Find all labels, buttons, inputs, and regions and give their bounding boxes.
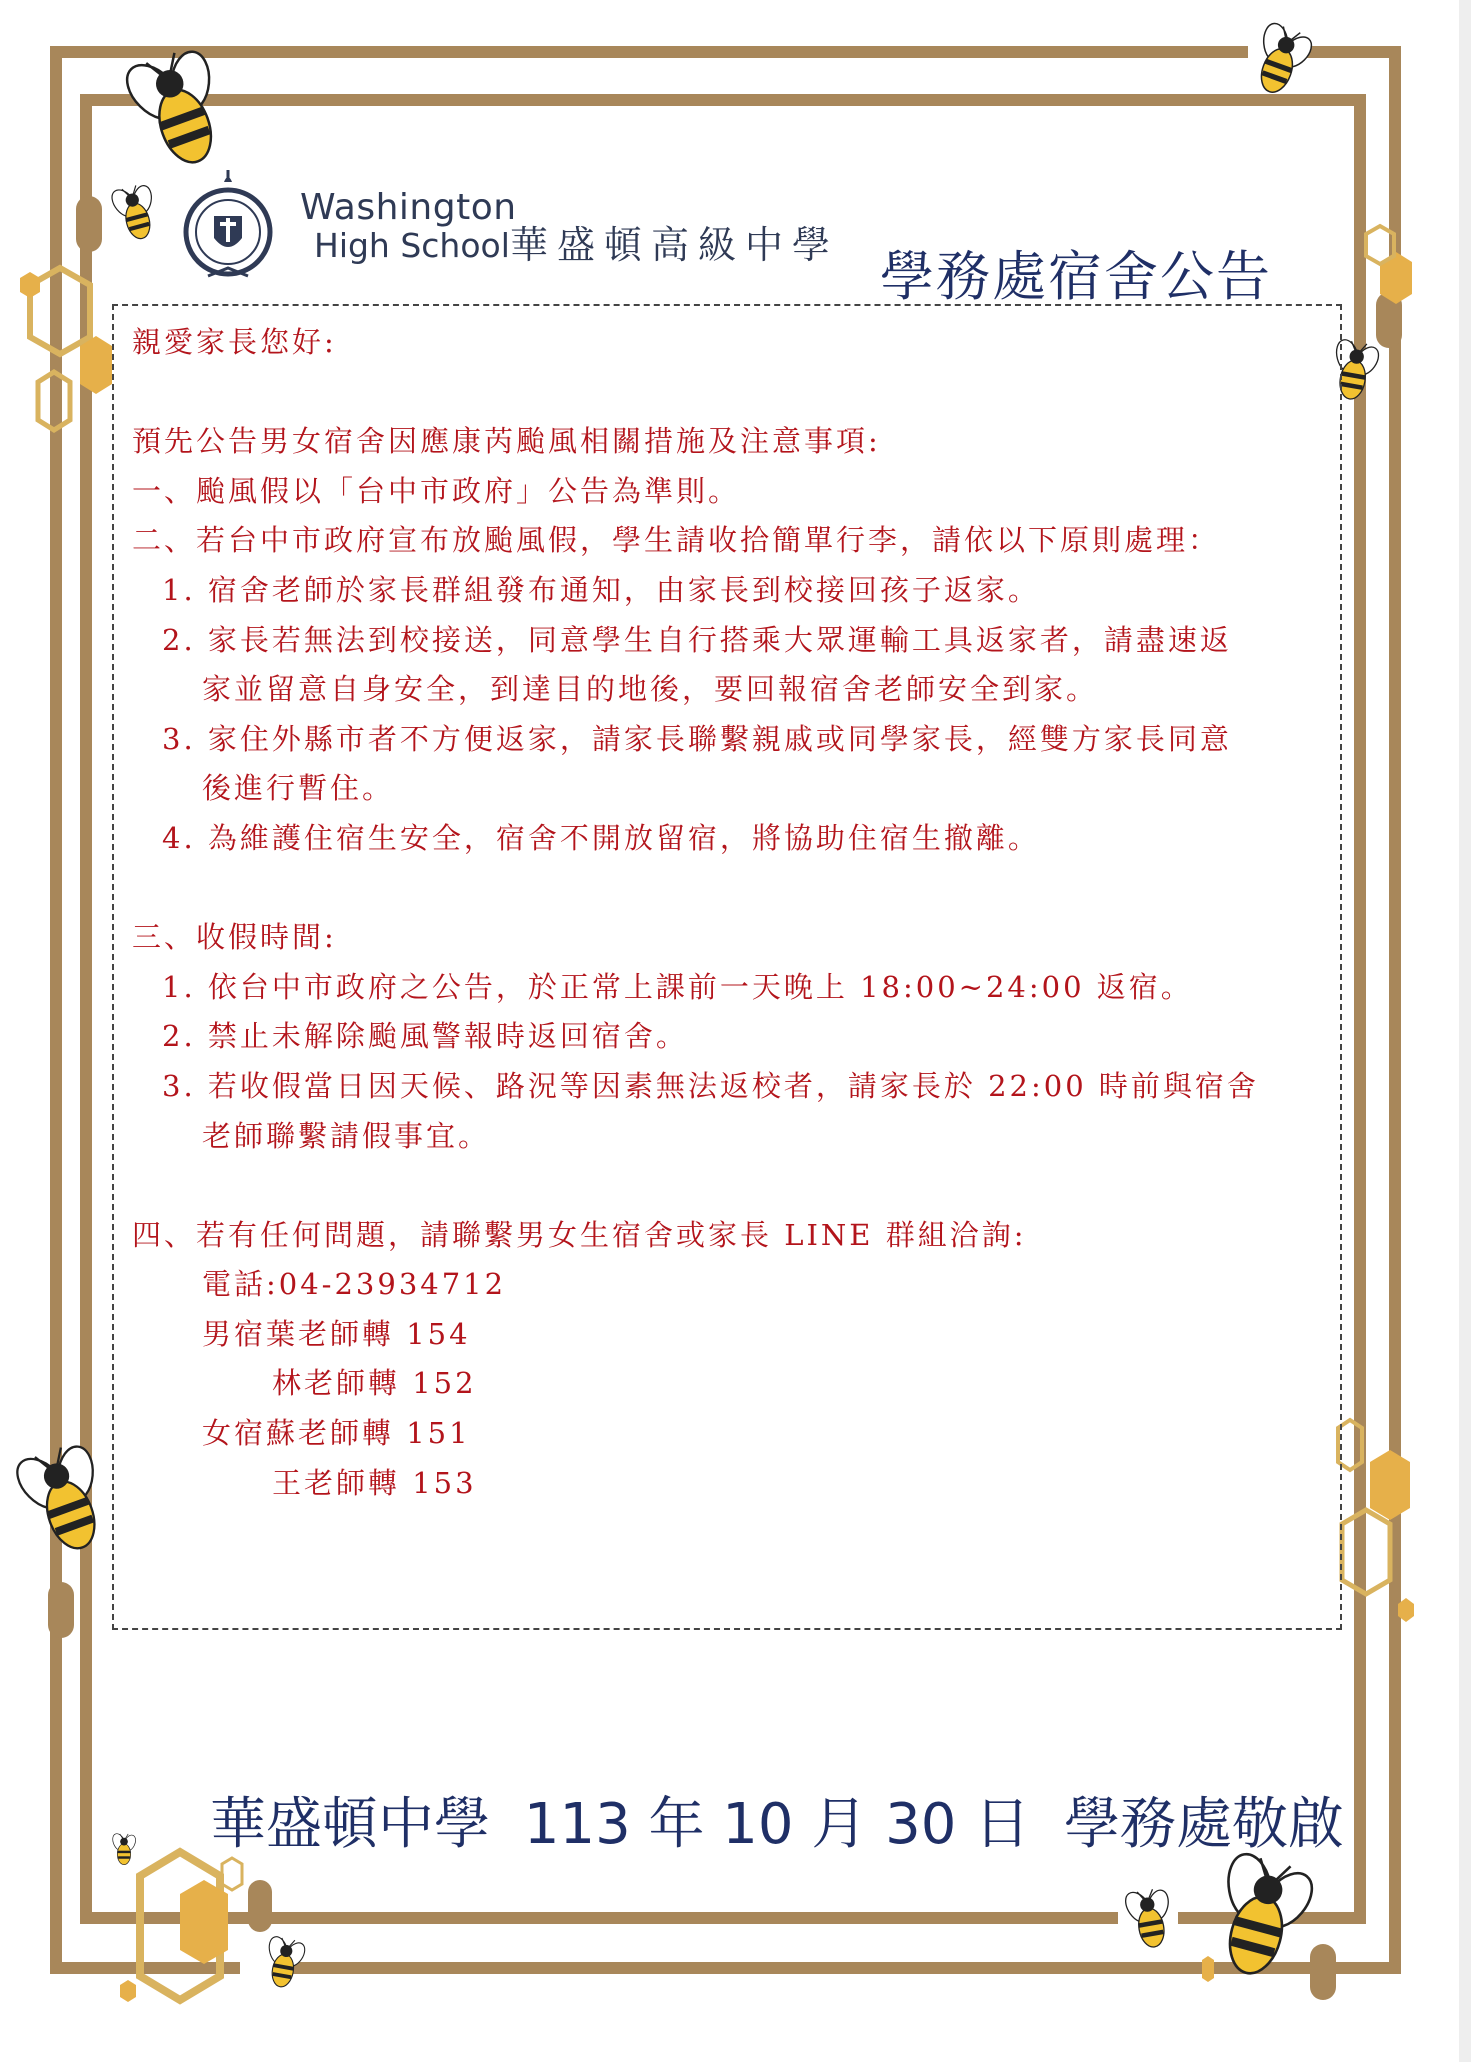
section-3-item-1: 1. 依台中市政府之公告，於正常上課前一天晚上 18:00~24:00 返宿。 (162, 969, 1193, 1004)
spacer (132, 864, 1332, 914)
school-name-chinese: 華盛頓高級中學 (510, 223, 840, 267)
spacer (132, 1161, 1332, 1211)
section-2-item-3-cont: 後進行暫住。 (202, 771, 395, 806)
greeting: 親愛家長您好: (132, 325, 337, 359)
contact-boys-dorm-1: 男宿葉老師轉 154 (202, 1316, 471, 1351)
section-3-item-3: 3. 若收假當日因天候、路況等因素無法返校者，請家長於 22:00 時前與宿舍 (162, 1068, 1259, 1103)
section-3-item-2: 2. 禁止未解除颱風警報時返回宿舍。 (162, 1019, 688, 1054)
section-2: 二、若台中市政府宣布放颱風假，學生請收拾簡單行李，請依以下原則處理： (132, 523, 1221, 558)
section-2-item-2: 2. 家長若無法到校接送，同意學生自行搭乘大眾運輸工具返家者，請盡速返 (162, 622, 1232, 657)
school-name-english (300, 188, 517, 264)
contact-phone: 電話:04-23934712 (202, 1267, 507, 1302)
school-crest-icon (180, 168, 276, 288)
school-name-en-line1: Washington (300, 187, 517, 228)
section-1: 一、颱風假以「台中市政府」公告為準則。 (132, 473, 741, 508)
notice-content (132, 318, 1332, 1508)
contact-girls-dorm-1: 女宿蘇老師轉 151 (202, 1416, 471, 1451)
office-title: 學務處宿舍公告 (880, 245, 1272, 308)
section-3-item-3-cont: 老師聯繫請假事宜。 (202, 1118, 491, 1153)
spacer (132, 368, 1332, 418)
footer-date: 113 年 10 月 30 日 (523, 1792, 1031, 1857)
section-3: 三、收假時間: (132, 920, 337, 955)
page-edge (1459, 0, 1471, 2062)
school-name-en-line2: High School (314, 225, 510, 265)
notice-intro: 預先公告男女宿舍因應康芮颱風相關措施及注意事項: (132, 424, 881, 459)
contact-girls-dorm-2: 王老師轉 153 (272, 1465, 477, 1500)
footer-school: 華盛頓中學 (210, 1792, 490, 1857)
contact-boys-dorm-2: 林老師轉 152 (272, 1366, 477, 1401)
section-2-item-1: 1. 宿舍老師於家長群組發布通知，由家長到校接回孩子返家。 (162, 572, 1040, 607)
section-2-item-4: 4. 為維護住宿生安全，宿舍不開放留宿，將協助住宿生撤離。 (162, 820, 1040, 855)
section-4: 四、若有任何問題，請聯繫男女生宿舍或家長 LINE 群組洽詢: (132, 1217, 1027, 1252)
section-2-item-2-cont: 家並留意自身安全，到達目的地後，要回報宿舍老師安全到家。 (202, 672, 1099, 707)
footer-office: 學務處敬啟 (1064, 1792, 1345, 1857)
section-2-item-3: 3. 家住外縣市者不方便返家，請家長聯繫親戚或同學家長，經雙方家長同意 (162, 721, 1232, 756)
footer-signature (210, 1780, 1360, 1860)
